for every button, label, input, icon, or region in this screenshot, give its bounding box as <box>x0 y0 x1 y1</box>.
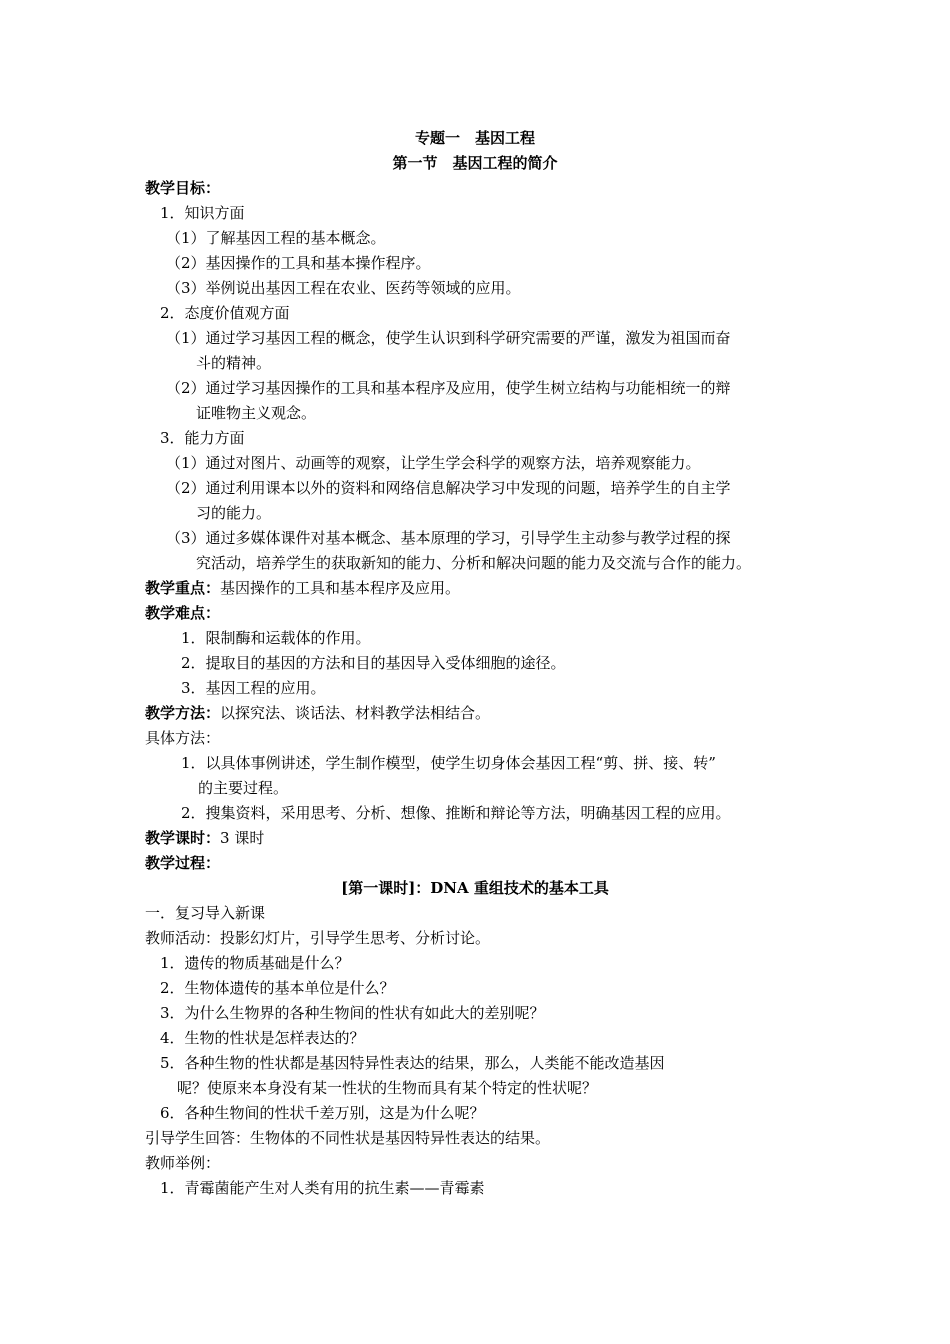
question-item: 4．生物的性状是怎样表达的？ <box>160 1029 365 1047</box>
difficulty-item: 2．提取目的基因的方法和目的基因导入受体细胞的途径。 <box>181 654 566 672</box>
section-title: 第一节 基因工程的简介 <box>392 154 558 172</box>
knowledge-item: （3）举例说出基因工程在农业、医药等领域的应用。 <box>166 279 521 297</box>
attitude-item: （2）通过学习基因操作的工具和基本程序及应用，使学生树立结构与功能相统一的辩 <box>166 379 731 397</box>
example-label: 教师举例： <box>145 1154 221 1172</box>
knowledge-item: （1）了解基因工程的基本概念。 <box>166 229 386 247</box>
key-point-label: 教学重点： <box>145 579 221 597</box>
question-item-cont: 呢？使原来本身没有某一性状的生物而具有某个特定的性状呢？ <box>177 1079 598 1097</box>
method-text: 以探究法、谈话法、材料教学法相结合。 <box>220 704 491 722</box>
attitude-item-cont: 证唯物主义观念。 <box>196 404 317 422</box>
question-item: 1．遗传的物质基础是什么？ <box>160 954 350 972</box>
method-line <box>145 703 490 723</box>
process-label: 教学过程： <box>145 854 221 872</box>
knowledge-item: （2）基因操作的工具和基本操作程序。 <box>166 254 431 272</box>
objectives-heading: 教学目标： <box>145 179 221 197</box>
question-item: 2．生物体遗传的基本单位是什么？ <box>160 979 395 997</box>
ability-item: （3）通过多媒体课件对基本概念、基本原理的学习，引导学生主动参与教学过程的探 <box>166 529 731 547</box>
method-item: 1．以具体事例讲述，学生制作模型，使学生切身体会基因工程“剪、拼、接、转” <box>181 754 716 772</box>
hours-text: 3 课时 <box>220 829 265 847</box>
guide-text: 引导学生回答：生物体的不同性状是基因特异性表达的结果。 <box>145 1129 551 1147</box>
teacher-activity: 教师活动：投影幻灯片，引导学生思考、分析讨论。 <box>145 929 491 947</box>
ability-item-cont: 究活动，培养学生的获取新知的能力、分析和解决问题的能力及交流与合作的能力。 <box>196 554 752 572</box>
hours-label: 教学课时： <box>145 829 221 847</box>
lesson-title: [第一课时]：DNA 重组技术的基本工具 <box>341 879 609 897</box>
key-point-line <box>145 578 460 598</box>
section-heading: 一．复习导入新课 <box>145 904 266 922</box>
difficulty-label: 教学难点： <box>145 604 221 622</box>
method-item: 2．搜集资料，采用思考、分析、想像、推断和辩论等方法，明确基因工程的应用。 <box>181 804 731 822</box>
document-title: 专题一 基因工程 <box>414 129 535 147</box>
ability-item-cont: 习的能力。 <box>196 504 272 522</box>
question-item: 5．各种生物的性状都是基因特异性表达的结果，那么，人类能不能改造基因 <box>160 1054 665 1072</box>
key-point-text: 基因操作的工具和基本程序及应用。 <box>220 579 461 597</box>
question-item: 6．各种生物间的性状千差万别，这是为什么呢？ <box>160 1104 485 1122</box>
attitude-title: 2．态度价值观方面 <box>160 304 290 322</box>
ability-item: （1）通过对图片、动画等的观察，让学生学会科学的观察方法，培养观察能力。 <box>166 454 701 472</box>
attitude-item: （1）通过学习基因工程的概念，使学生认识到科学研究需要的严谨，激发为祖国而奋 <box>166 329 731 347</box>
difficulty-item: 1．限制酶和运载体的作用。 <box>181 629 371 647</box>
ability-item: （2）通过利用课本以外的资料和网络信息解决学习中发现的问题，培养学生的自主学 <box>166 479 731 497</box>
specific-method-label: 具体方法： <box>145 729 221 747</box>
example-item: 1．青霉菌能产生对人类有用的抗生素——青霉素 <box>160 1179 485 1197</box>
ability-title: 3．能力方面 <box>160 429 245 447</box>
method-label: 教学方法： <box>145 704 221 722</box>
difficulty-item: 3．基因工程的应用。 <box>181 679 326 697</box>
attitude-item-cont: 斗的精神。 <box>196 354 272 372</box>
hours-line <box>145 828 264 848</box>
knowledge-title: 1．知识方面 <box>160 204 245 222</box>
question-item: 3．为什么生物界的各种生物间的性状有如此大的差别呢？ <box>160 1004 545 1022</box>
method-item-cont: 的主要过程。 <box>198 779 289 797</box>
